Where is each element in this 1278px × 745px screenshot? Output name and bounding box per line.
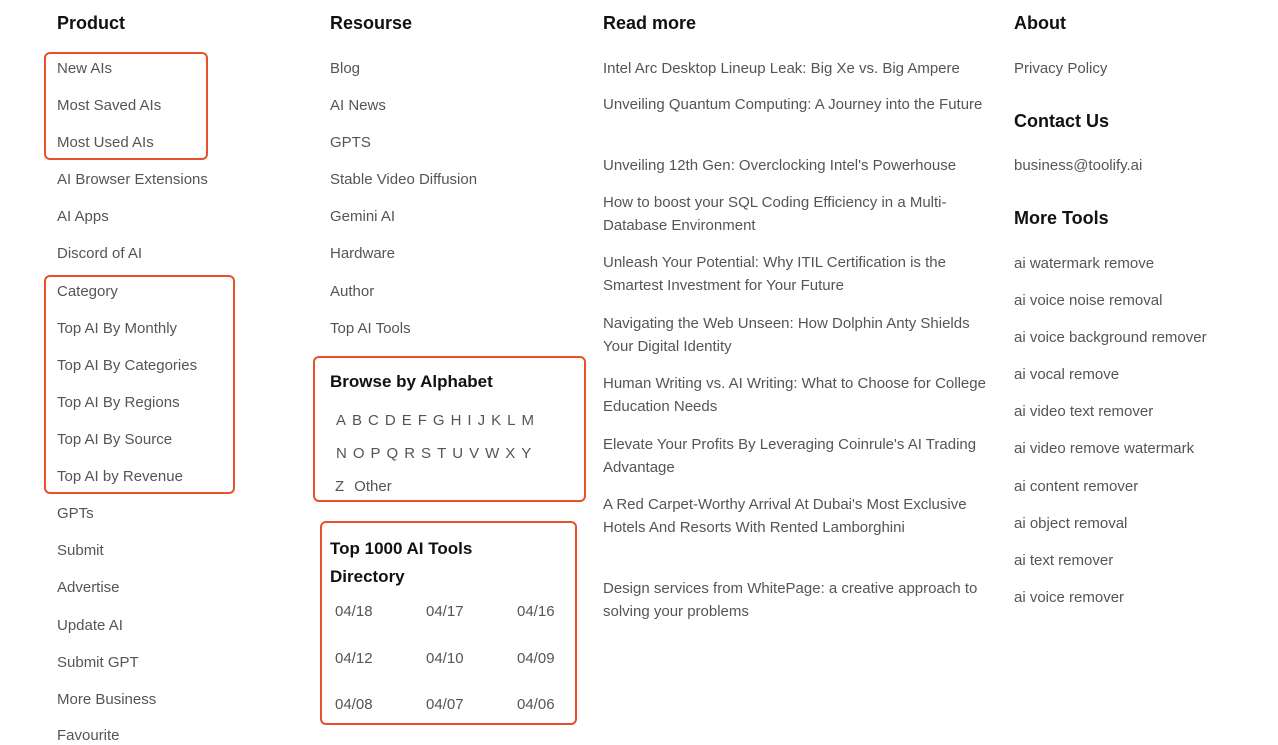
resource-heading: Resourse xyxy=(330,13,413,33)
read-more-heading: Read more xyxy=(603,13,697,33)
alphabet-letter-v[interactable]: V xyxy=(469,445,480,462)
product-link-top-revenue[interactable]: Top AI by Revenue xyxy=(57,468,183,485)
resource-link-ai-news[interactable]: AI News xyxy=(330,97,386,114)
about-heading: About xyxy=(1014,13,1066,33)
more-tools-link-video-remove-watermark[interactable]: ai video remove watermark xyxy=(1014,440,1195,457)
product-link-top-monthly[interactable]: Top AI By Monthly xyxy=(57,320,178,337)
alphabet-heading: Browse by Alphabet xyxy=(330,372,493,391)
more-tools-link-content-remover[interactable]: ai content remover xyxy=(1014,478,1139,495)
more-tools-link-object-removal[interactable]: ai object removal xyxy=(1014,515,1128,532)
alphabet-row-2 xyxy=(336,445,537,462)
directory-date-0417[interactable]: 04/17 xyxy=(426,603,464,620)
alphabet-letter-m[interactable]: M xyxy=(521,412,534,429)
product-link-submit[interactable]: Submit xyxy=(57,542,104,559)
contact-email-link[interactable]: business@toolify.ai xyxy=(1014,157,1143,174)
alphabet-row-1 xyxy=(336,412,540,429)
directory-heading-line-1: Top 1000 AI Tools xyxy=(330,539,473,558)
resource-link-author[interactable]: Author xyxy=(330,283,375,300)
product-link-browser-extensions[interactable]: AI Browser Extensions xyxy=(57,171,208,188)
product-link-top-regions[interactable]: Top AI By Regions xyxy=(57,394,180,411)
read-more-article-2[interactable]: Unveiling Quantum Computing: A Journey into the Future xyxy=(603,96,983,113)
directory-date-0416[interactable]: 04/16 xyxy=(517,603,555,620)
read-more-article-7[interactable]: Human Writing vs. AI Writing: What to Choose for College Education Needs xyxy=(603,375,986,415)
alphabet-letter-h[interactable]: H xyxy=(450,412,462,429)
alphabet-letter-p[interactable]: P xyxy=(370,445,381,462)
alphabet-letter-f[interactable]: F xyxy=(417,412,427,429)
alphabet-letter-n[interactable]: N xyxy=(336,445,347,462)
product-link-more-business[interactable]: More Business xyxy=(57,691,157,708)
alphabet-letter-c[interactable]: C xyxy=(368,412,379,429)
directory-heading-line-2: Directory xyxy=(330,567,405,586)
resource-link-gpts[interactable]: GPTS xyxy=(330,134,371,151)
directory-date-0406[interactable]: 04/06 xyxy=(517,696,555,713)
product-link-most-used-ais[interactable]: Most Used AIs xyxy=(57,134,154,151)
alphabet-letter-q[interactable]: Q xyxy=(386,445,399,462)
directory-date-0407[interactable]: 04/07 xyxy=(426,696,464,713)
more-tools-link-vocal-remove[interactable]: ai vocal remove xyxy=(1014,366,1120,383)
read-more-article-5[interactable]: Unleash Your Potential: Why ITIL Certification is the Smartest Investment for Your Future xyxy=(603,254,946,294)
product-link-new-ais[interactable]: New AIs xyxy=(57,60,113,77)
alphabet-letter-u[interactable]: U xyxy=(452,445,464,462)
about-link-privacy-policy[interactable]: Privacy Policy xyxy=(1014,60,1108,77)
alphabet-letter-j[interactable]: J xyxy=(477,412,486,429)
contact-heading: Contact Us xyxy=(1014,111,1110,131)
product-link-submit-gpt[interactable]: Submit GPT xyxy=(57,654,139,671)
alphabet-letter-x[interactable]: X xyxy=(505,445,516,462)
product-link-discord[interactable]: Discord of AI xyxy=(57,245,143,262)
alphabet-other[interactable]: Other xyxy=(354,478,392,495)
highlight-box-rankings xyxy=(44,275,235,494)
alphabet-letter-k[interactable]: K xyxy=(491,412,502,429)
product-link-most-saved-ais[interactable]: Most Saved AIs xyxy=(57,97,162,114)
alphabet-letter-g[interactable]: G xyxy=(432,412,445,429)
product-link-category[interactable]: Category xyxy=(57,283,118,300)
alphabet-letter-o[interactable]: O xyxy=(352,445,365,462)
directory-date-0418[interactable]: 04/18 xyxy=(335,603,373,620)
resource-link-top-ai-tools[interactable]: Top AI Tools xyxy=(330,320,411,337)
alphabet-letter-b[interactable]: B xyxy=(352,412,363,429)
product-link-ai-apps[interactable]: AI Apps xyxy=(57,208,109,225)
read-more-article-8[interactable]: Elevate Your Profits By Leveraging Coinrule's AI Trading Advantage xyxy=(603,436,977,476)
more-tools-link-voice-remover[interactable]: ai voice remover xyxy=(1014,589,1125,606)
product-link-gpts[interactable]: GPTs xyxy=(57,505,94,522)
resource-link-stable-video-diffusion[interactable]: Stable Video Diffusion xyxy=(330,171,478,188)
alphabet-letter-l[interactable]: L xyxy=(507,412,516,429)
more-tools-link-voice-background-remover[interactable]: ai voice background remover xyxy=(1014,329,1207,346)
directory-date-0409[interactable]: 04/09 xyxy=(517,650,555,667)
resource-link-hardware[interactable]: Hardware xyxy=(330,245,396,262)
more-tools-link-text-remover[interactable]: ai text remover xyxy=(1014,552,1114,569)
alphabet-letter-r[interactable]: R xyxy=(404,445,416,462)
product-link-advertise[interactable]: Advertise xyxy=(57,579,120,596)
read-more-article-3[interactable]: Unveiling 12th Gen: Overclocking Intel's Powerhouse xyxy=(603,157,957,174)
product-heading: Product xyxy=(57,13,126,33)
read-more-article-1[interactable]: Intel Arc Desktop Lineup Leak: Big Xe vs. Big Ampere xyxy=(603,60,960,77)
resource-link-blog[interactable]: Blog xyxy=(330,60,361,77)
alphabet-letter-d[interactable]: D xyxy=(384,412,396,429)
directory-date-0408[interactable]: 04/08 xyxy=(335,696,373,713)
directory-date-0412[interactable]: 04/12 xyxy=(335,650,373,667)
alphabet-letter-w[interactable]: W xyxy=(485,445,500,462)
read-more-article-10[interactable]: Design services from WhitePage: a creative approach to solving your problems xyxy=(603,580,978,620)
alphabet-letter-z[interactable]: Z xyxy=(335,478,345,495)
more-tools-link-voice-noise-removal[interactable]: ai voice noise removal xyxy=(1014,292,1163,309)
more-tools-heading: More Tools xyxy=(1014,208,1109,228)
alphabet-letter-a[interactable]: A xyxy=(336,412,347,429)
product-link-favourite[interactable]: Favourite xyxy=(57,727,120,744)
product-link-top-source[interactable]: Top AI By Source xyxy=(57,431,173,448)
more-tools-link-watermark-remove[interactable]: ai watermark remove xyxy=(1014,255,1155,272)
alphabet-letter-i[interactable]: I xyxy=(467,412,472,429)
resource-link-gemini-ai[interactable]: Gemini AI xyxy=(330,208,396,225)
directory-date-0410[interactable]: 04/10 xyxy=(426,650,464,667)
alphabet-row-3 xyxy=(335,478,398,495)
alphabet-letter-t[interactable]: T xyxy=(437,445,447,462)
read-more-article-4[interactable]: How to boost your SQL Coding Efficiency in a Multi-Database Environment xyxy=(603,194,947,234)
product-link-update-ai[interactable]: Update AI xyxy=(57,617,123,634)
more-tools-link-video-text-remover[interactable]: ai video text remover xyxy=(1014,403,1154,420)
read-more-article-9[interactable]: A Red Carpet-Worthy Arrival At Dubai's Most Exclusive Hotels And Resorts With Rented Lamborghini xyxy=(603,496,967,536)
directory-heading xyxy=(330,535,472,591)
alphabet-letter-e[interactable]: E xyxy=(401,412,412,429)
alphabet-letter-y[interactable]: Y xyxy=(521,445,532,462)
read-more-article-6[interactable]: Navigating the Web Unseen: How Dolphin Anty Shields Your Digital Identity xyxy=(603,315,970,355)
product-link-top-categories[interactable]: Top AI By Categories xyxy=(57,357,198,374)
alphabet-letter-s[interactable]: S xyxy=(421,445,432,462)
